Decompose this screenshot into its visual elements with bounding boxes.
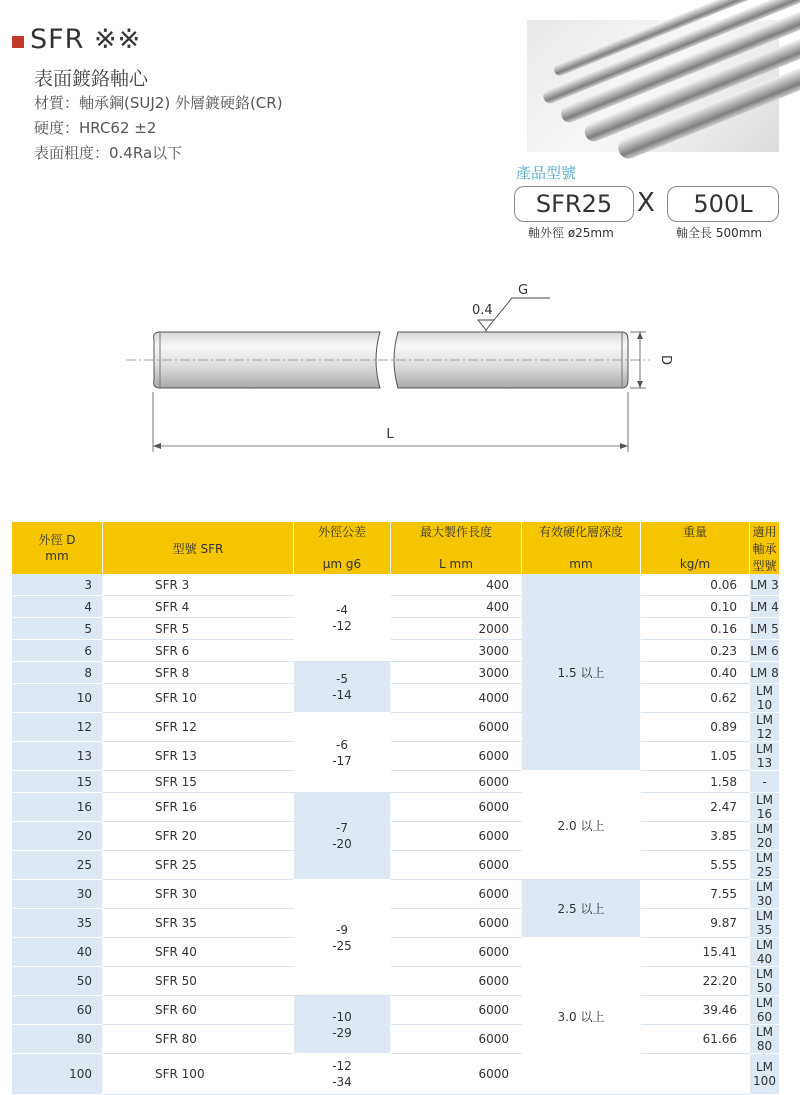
table-row xyxy=(12,1054,780,1095)
cell-weight: 0.23 xyxy=(641,640,750,662)
cell-depth: 3.0 以上 xyxy=(522,938,641,1095)
table-row xyxy=(12,596,780,618)
shaft-photo xyxy=(527,20,779,152)
cell-diameter: 15 xyxy=(12,771,103,793)
cell-length: 6000 xyxy=(391,909,522,938)
cell-bearing: LM 20 xyxy=(750,822,780,851)
cell-weight: 2.47 xyxy=(641,793,750,822)
roughness-value: 0.4 xyxy=(472,303,493,318)
dim-l-label: L xyxy=(386,427,394,442)
cell-model: SFR 6 xyxy=(103,640,294,662)
model-length-box: 500L xyxy=(667,186,779,222)
cell-bearing: LM 100 xyxy=(750,1054,780,1095)
col-model: 型號 SFR xyxy=(103,522,294,574)
cell-diameter: 16 xyxy=(12,793,103,822)
cell-bearing: LM 8 xyxy=(750,662,780,684)
cell-diameter: 30 xyxy=(12,880,103,909)
table-row xyxy=(12,771,780,793)
cell-weight: 0.62 xyxy=(641,684,750,713)
shaft-drawing xyxy=(110,270,673,470)
cell-model: SFR 3 xyxy=(103,574,294,596)
table-row xyxy=(12,742,780,771)
cell-model: SFR 16 xyxy=(103,793,294,822)
cell-model: SFR 10 xyxy=(103,684,294,713)
cell-length: 6000 xyxy=(391,793,522,822)
cell-bearing: LM 12 xyxy=(750,713,780,742)
cell-diameter: 80 xyxy=(12,1025,103,1054)
cell-model: SFR 50 xyxy=(103,967,294,996)
product-title: SFR ※※ xyxy=(30,24,142,55)
cell-bearing: LM 50 xyxy=(750,967,780,996)
cell-length: 400 xyxy=(391,596,522,618)
cell-model: SFR 80 xyxy=(103,1025,294,1054)
cell-tolerance: -9 -25 xyxy=(294,880,391,996)
cell-length: 6000 xyxy=(391,1025,522,1054)
table-row xyxy=(12,713,780,742)
cell-bearing: LM 25 xyxy=(750,851,780,880)
table-row xyxy=(12,880,780,909)
cell-bearing: LM 30 xyxy=(750,880,780,909)
cell-bearing: LM 60 xyxy=(750,996,780,1025)
cell-bearing: LM 10 xyxy=(750,684,780,713)
col-weight: 重量 kg/m xyxy=(641,522,750,574)
table-row xyxy=(12,822,780,851)
grind-mark: G xyxy=(518,283,529,298)
cell-length: 4000 xyxy=(391,684,522,713)
cell-bearing: LM 3 xyxy=(750,574,780,596)
cell-weight xyxy=(641,1054,750,1095)
model-note-diameter: 軸外徑 ø25mm xyxy=(528,226,614,240)
cell-model: SFR 4 xyxy=(103,596,294,618)
cell-model: SFR 20 xyxy=(103,822,294,851)
title-bullet xyxy=(12,36,24,48)
cell-depth: 2.5 以上 xyxy=(522,880,641,938)
cell-weight: 5.55 xyxy=(641,851,750,880)
cell-model: SFR 25 xyxy=(103,851,294,880)
cell-depth: 1.5 以上 xyxy=(522,574,641,771)
table-row xyxy=(12,574,780,596)
cell-weight: 61.66 xyxy=(641,1025,750,1054)
cell-weight: 7.55 xyxy=(641,880,750,909)
model-label: 產品型號 xyxy=(516,164,577,182)
cell-diameter: 10 xyxy=(12,684,103,713)
cell-model: SFR 13 xyxy=(103,742,294,771)
cell-length: 6000 xyxy=(391,1054,522,1095)
cell-weight: 1.58 xyxy=(641,771,750,793)
spec-table xyxy=(12,522,780,1095)
table-row xyxy=(12,640,780,662)
cell-diameter: 13 xyxy=(12,742,103,771)
spec-material: 材質：軸承鋼(SUJ2) 外層鍍硬鉻(CR) xyxy=(34,94,283,112)
cell-length: 6000 xyxy=(391,967,522,996)
cell-depth: 2.0 以上 xyxy=(522,771,641,880)
cell-diameter: 5 xyxy=(12,618,103,640)
cell-weight: 39.46 xyxy=(641,996,750,1025)
cell-diameter: 8 xyxy=(12,662,103,684)
cell-length: 400 xyxy=(391,574,522,596)
cell-model: SFR 40 xyxy=(103,938,294,967)
col-tolerance: 外徑公差 μm g6 xyxy=(294,522,391,574)
cell-diameter: 40 xyxy=(12,938,103,967)
cell-model: SFR 5 xyxy=(103,618,294,640)
cell-diameter: 35 xyxy=(12,909,103,938)
cell-length: 3000 xyxy=(391,662,522,684)
cell-bearing: LM 6 xyxy=(750,640,780,662)
cell-diameter: 60 xyxy=(12,996,103,1025)
cell-tolerance: -12 -34 xyxy=(294,1054,391,1095)
cell-diameter: 12 xyxy=(12,713,103,742)
cell-bearing: LM 13 xyxy=(750,742,780,771)
cell-weight: 3.85 xyxy=(641,822,750,851)
cell-bearing: LM 80 xyxy=(750,1025,780,1054)
cell-diameter: 25 xyxy=(12,851,103,880)
spec-hardness: 硬度：HRC62 ±2 xyxy=(34,119,157,137)
cell-length: 6000 xyxy=(391,822,522,851)
cell-tolerance: -6 -17 xyxy=(294,713,391,793)
cell-diameter: 4 xyxy=(12,596,103,618)
table-row xyxy=(12,1025,780,1054)
model-note-length: 軸全長 500mm xyxy=(676,226,763,240)
cell-model: SFR 8 xyxy=(103,662,294,684)
cell-length: 6000 xyxy=(391,880,522,909)
cell-bearing: - xyxy=(750,771,780,793)
table-row xyxy=(12,909,780,938)
cell-bearing: LM 40 xyxy=(750,938,780,967)
cell-weight: 0.40 xyxy=(641,662,750,684)
cell-bearing: LM 4 xyxy=(750,596,780,618)
cell-diameter: 20 xyxy=(12,822,103,851)
cell-model: SFR 30 xyxy=(103,880,294,909)
cell-weight: 0.89 xyxy=(641,713,750,742)
cell-weight: 0.10 xyxy=(641,596,750,618)
model-separator: X xyxy=(637,188,655,218)
table-row xyxy=(12,684,780,713)
table-row xyxy=(12,618,780,640)
cell-length: 6000 xyxy=(391,996,522,1025)
cell-length: 6000 xyxy=(391,713,522,742)
cell-length: 6000 xyxy=(391,938,522,967)
cell-weight: 0.06 xyxy=(641,574,750,596)
cell-length: 6000 xyxy=(391,742,522,771)
cell-diameter: 100 xyxy=(12,1054,103,1095)
cell-model: SFR 60 xyxy=(103,996,294,1025)
cell-weight: 0.16 xyxy=(641,618,750,640)
table-row xyxy=(12,996,780,1025)
cell-length: 6000 xyxy=(391,851,522,880)
table-row xyxy=(12,967,780,996)
cell-bearing: LM 16 xyxy=(750,793,780,822)
cell-model: SFR 35 xyxy=(103,909,294,938)
cell-tolerance: -7 -20 xyxy=(294,793,391,880)
col-length: 最大製作長度 L mm xyxy=(391,522,522,574)
table-row xyxy=(12,662,780,684)
col-bearing: 適用軸承型號 xyxy=(750,522,780,574)
cell-weight: 1.05 xyxy=(641,742,750,771)
model-code-box: SFR25 xyxy=(514,186,634,222)
cell-weight: 22.20 xyxy=(641,967,750,996)
cell-length: 2000 xyxy=(391,618,522,640)
product-subtitle: 表面鍍鉻軸心 xyxy=(34,68,149,90)
col-od: 外徑 D mm xyxy=(12,522,103,574)
cell-diameter: 3 xyxy=(12,574,103,596)
cell-diameter: 50 xyxy=(12,967,103,996)
table-row xyxy=(12,851,780,880)
cell-length: 6000 xyxy=(391,771,522,793)
cell-bearing: LM 35 xyxy=(750,909,780,938)
cell-model: SFR 100 xyxy=(103,1054,294,1095)
spec-roughness: 表面粗度：0.4Ra以下 xyxy=(34,144,183,162)
cell-weight: 9.87 xyxy=(641,909,750,938)
cell-bearing: LM 5 xyxy=(750,618,780,640)
cell-length: 3000 xyxy=(391,640,522,662)
cell-tolerance: -10 -29 xyxy=(294,996,391,1054)
cell-weight: 15.41 xyxy=(641,938,750,967)
col-depth: 有效硬化層深度 mm xyxy=(522,522,641,574)
cell-diameter: 6 xyxy=(12,640,103,662)
cell-tolerance: -4 -12 xyxy=(294,574,391,662)
dim-d-label: D xyxy=(658,354,673,366)
cell-tolerance: -5 -14 xyxy=(294,662,391,713)
table-row xyxy=(12,938,780,967)
cell-model: SFR 12 xyxy=(103,713,294,742)
table-row xyxy=(12,793,780,822)
cell-model: SFR 15 xyxy=(103,771,294,793)
